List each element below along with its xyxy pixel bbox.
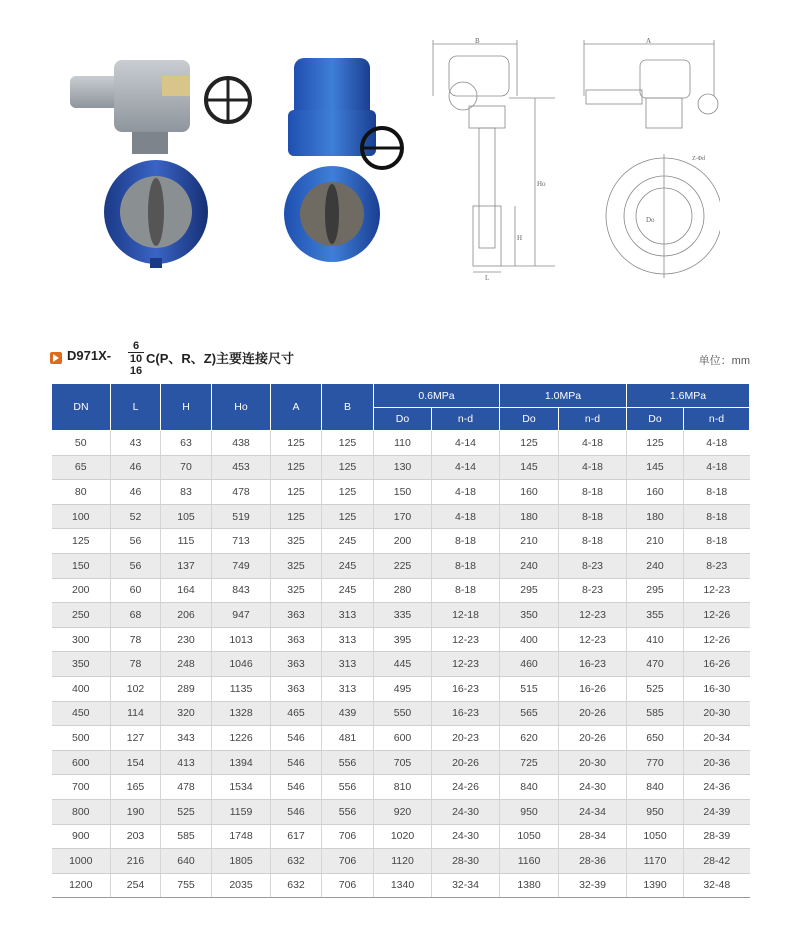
table-cell: 280 xyxy=(374,578,432,603)
table-cell: 100 xyxy=(52,504,111,529)
table-cell: 350 xyxy=(52,652,111,677)
table-cell: 947 xyxy=(212,603,271,628)
table-cell: 313 xyxy=(322,652,374,677)
table-cell: 1805 xyxy=(212,849,271,874)
table-cell: 125 xyxy=(627,431,684,456)
table-cell: 525 xyxy=(627,676,684,701)
header-group-10: 1.0MPa xyxy=(500,384,627,408)
subheader-do: Do xyxy=(500,408,559,431)
pressure-bottom: 16 xyxy=(129,365,143,377)
table-cell: 145 xyxy=(627,455,684,480)
table-cell: 83 xyxy=(161,480,212,505)
table-cell: 65 xyxy=(52,455,111,480)
table-cell: 24-30 xyxy=(559,775,627,800)
table-cell: 16-23 xyxy=(432,701,500,726)
table-cell: 8-18 xyxy=(432,553,500,578)
model-prefix: D971X- xyxy=(67,348,112,363)
table-cell: 43 xyxy=(111,431,161,456)
table-cell: 50 xyxy=(52,431,111,456)
table-cell: 453 xyxy=(212,455,271,480)
table-cell: 245 xyxy=(322,553,374,578)
table-cell: 12-23 xyxy=(432,627,500,652)
table-cell: 32-34 xyxy=(432,873,500,898)
table-cell: 546 xyxy=(271,750,322,775)
table-cell: 165 xyxy=(111,775,161,800)
table-cell: 130 xyxy=(374,455,432,480)
table-cell: 600 xyxy=(52,750,111,775)
table-row xyxy=(52,529,750,554)
table-cell: 1226 xyxy=(212,726,271,751)
table-cell: 1020 xyxy=(374,824,432,849)
table-cell: 150 xyxy=(374,480,432,505)
table-cell: 800 xyxy=(52,799,111,824)
table-cell: 500 xyxy=(52,726,111,751)
header-group-16: 1.6MPa xyxy=(627,384,750,408)
table-cell: 725 xyxy=(500,750,559,775)
table-cell: 20-30 xyxy=(559,750,627,775)
subheader-nd: n-d xyxy=(684,408,750,431)
table-cell: 8-18 xyxy=(684,529,750,554)
blue-valve-photo xyxy=(282,50,412,270)
table-cell: 363 xyxy=(271,676,322,701)
table-cell: 28-36 xyxy=(559,849,627,874)
table-cell: 525 xyxy=(161,799,212,824)
table-cell: 28-30 xyxy=(432,849,500,874)
table-cell: 216 xyxy=(111,849,161,874)
table-row xyxy=(52,480,750,505)
table-cell: 125 xyxy=(322,480,374,505)
front-dia-label: Do xyxy=(646,216,655,224)
table-cell: 8-18 xyxy=(559,529,627,554)
table-row xyxy=(52,873,750,898)
table-cell: 46 xyxy=(111,455,161,480)
table-cell: 24-39 xyxy=(684,799,750,824)
subheader-nd: n-d xyxy=(559,408,627,431)
table-cell: 4-14 xyxy=(432,431,500,456)
table-cell: 8-23 xyxy=(559,578,627,603)
table-cell: 335 xyxy=(374,603,432,628)
table-cell: 20-36 xyxy=(684,750,750,775)
table-cell: 8-18 xyxy=(559,504,627,529)
table-cell: 125 xyxy=(271,431,322,456)
table-cell: 313 xyxy=(322,676,374,701)
table-cell: 240 xyxy=(627,553,684,578)
table-cell: 12-23 xyxy=(559,627,627,652)
subheader-do: Do xyxy=(374,408,432,431)
table-cell: 295 xyxy=(500,578,559,603)
table-cell: 16-26 xyxy=(559,676,627,701)
pressure-mid: 10 xyxy=(129,353,143,365)
table-cell: 840 xyxy=(500,775,559,800)
header-b: B xyxy=(322,384,374,431)
side-height-label: Ho xyxy=(537,180,546,188)
table-cell: 170 xyxy=(374,504,432,529)
table-cell: 125 xyxy=(271,455,322,480)
table-cell: 4-18 xyxy=(432,480,500,505)
table-cell: 8-18 xyxy=(684,504,750,529)
table-cell: 450 xyxy=(52,701,111,726)
table-cell: 24-26 xyxy=(432,775,500,800)
header-ho: Ho xyxy=(212,384,271,431)
table-cell: 1046 xyxy=(212,652,271,677)
pressure-fraction xyxy=(128,340,144,377)
table-cell: 1120 xyxy=(374,849,432,874)
table-cell: 1394 xyxy=(212,750,271,775)
table-cell: 127 xyxy=(111,726,161,751)
table-cell: 343 xyxy=(161,726,212,751)
table-row xyxy=(52,553,750,578)
table-cell: 2035 xyxy=(212,873,271,898)
table-cell: 70 xyxy=(161,455,212,480)
table-cell: 289 xyxy=(161,676,212,701)
table-cell: 640 xyxy=(161,849,212,874)
dimension-table xyxy=(51,383,750,898)
table-cell: 481 xyxy=(322,726,374,751)
table-cell: 900 xyxy=(52,824,111,849)
table-cell: 137 xyxy=(161,553,212,578)
table-cell: 546 xyxy=(271,775,322,800)
table-cell: 515 xyxy=(500,676,559,701)
table-row xyxy=(52,431,750,456)
subheader-do: Do xyxy=(627,408,684,431)
table-cell: 920 xyxy=(374,799,432,824)
table-cell: 478 xyxy=(212,480,271,505)
table-cell: 154 xyxy=(111,750,161,775)
table-cell: 12-26 xyxy=(684,627,750,652)
table-cell: 245 xyxy=(322,529,374,554)
table-cell: 300 xyxy=(52,627,111,652)
table-cell: 210 xyxy=(627,529,684,554)
table-cell: 550 xyxy=(374,701,432,726)
table-cell: 565 xyxy=(500,701,559,726)
table-cell: 519 xyxy=(212,504,271,529)
table-cell: 24-36 xyxy=(684,775,750,800)
table-row xyxy=(52,726,750,751)
table-cell: 438 xyxy=(212,431,271,456)
table-cell: 706 xyxy=(322,849,374,874)
table-cell: 4-18 xyxy=(684,455,750,480)
section-header xyxy=(50,340,750,380)
table-cell: 4-14 xyxy=(432,455,500,480)
side-l-label: L xyxy=(485,274,490,282)
table-cell: 80 xyxy=(52,480,111,505)
table-cell: 125 xyxy=(271,504,322,529)
table-cell: 56 xyxy=(111,553,161,578)
table-cell: 68 xyxy=(111,603,161,628)
table-cell: 60 xyxy=(111,578,161,603)
table-row xyxy=(52,603,750,628)
table-cell: 810 xyxy=(374,775,432,800)
table-cell: 363 xyxy=(271,652,322,677)
table-cell: 28-39 xyxy=(684,824,750,849)
table-row xyxy=(52,652,750,677)
table-cell: 8-18 xyxy=(432,529,500,554)
table-cell: 24-30 xyxy=(432,799,500,824)
table-cell: 749 xyxy=(212,553,271,578)
table-cell: 313 xyxy=(322,627,374,652)
table-cell: 8-23 xyxy=(684,553,750,578)
table-cell: 1159 xyxy=(212,799,271,824)
table-cell: 180 xyxy=(627,504,684,529)
table-cell: 78 xyxy=(111,627,161,652)
table-cell: 28-34 xyxy=(559,824,627,849)
front-width-label: A xyxy=(646,37,652,45)
table-cell: 413 xyxy=(161,750,212,775)
table-cell: 150 xyxy=(52,553,111,578)
table-cell: 363 xyxy=(271,603,322,628)
table-cell: 12-23 xyxy=(684,578,750,603)
table-cell: 28-42 xyxy=(684,849,750,874)
table-cell: 125 xyxy=(322,431,374,456)
table-cell: 20-23 xyxy=(432,726,500,751)
table-cell: 400 xyxy=(500,627,559,652)
table-cell: 1000 xyxy=(52,849,111,874)
table-cell: 556 xyxy=(322,750,374,775)
table-body xyxy=(52,431,750,898)
table-cell: 1050 xyxy=(500,824,559,849)
table-cell: 20-34 xyxy=(684,726,750,751)
table-row xyxy=(52,849,750,874)
table-cell: 160 xyxy=(500,480,559,505)
table-cell: 164 xyxy=(161,578,212,603)
table-cell: 8-18 xyxy=(559,480,627,505)
table-row xyxy=(52,824,750,849)
front-bolt-label: Z-Φd xyxy=(692,156,706,162)
header-l: L xyxy=(111,384,161,431)
table-cell: 115 xyxy=(161,529,212,554)
table-cell: 206 xyxy=(161,603,212,628)
table-cell: 125 xyxy=(322,504,374,529)
table-row xyxy=(52,504,750,529)
table-cell: 840 xyxy=(627,775,684,800)
table-cell: 12-18 xyxy=(432,603,500,628)
table-cell: 706 xyxy=(322,824,374,849)
table-cell: 400 xyxy=(52,676,111,701)
table-cell: 355 xyxy=(627,603,684,628)
table-cell: 125 xyxy=(500,431,559,456)
table-cell: 556 xyxy=(322,799,374,824)
table-cell: 190 xyxy=(111,799,161,824)
table-cell: 63 xyxy=(161,431,212,456)
table-cell: 78 xyxy=(111,652,161,677)
table-cell: 160 xyxy=(627,480,684,505)
table-cell: 600 xyxy=(374,726,432,751)
table-cell: 363 xyxy=(271,627,322,652)
table-cell: 4-18 xyxy=(559,455,627,480)
table-cell: 1013 xyxy=(212,627,271,652)
table-cell: 20-26 xyxy=(559,726,627,751)
table-cell: 585 xyxy=(627,701,684,726)
table-cell: 46 xyxy=(111,480,161,505)
table-cell: 8-23 xyxy=(559,553,627,578)
table-row xyxy=(52,455,750,480)
table-row xyxy=(52,627,750,652)
pressure-top: 6 xyxy=(132,340,140,352)
table-cell: 755 xyxy=(161,873,212,898)
table-cell: 16-26 xyxy=(684,652,750,677)
product-images xyxy=(0,0,800,300)
table-cell: 125 xyxy=(322,455,374,480)
front-view-drawing xyxy=(580,36,720,286)
side-h-label: H xyxy=(517,234,523,242)
table-cell: 1050 xyxy=(627,824,684,849)
table-cell: 950 xyxy=(500,799,559,824)
table-cell: 585 xyxy=(161,824,212,849)
table-cell: 125 xyxy=(271,480,322,505)
table-cell: 617 xyxy=(271,824,322,849)
table-cell: 180 xyxy=(500,504,559,529)
side-view-drawing xyxy=(425,36,565,286)
table-cell: 1200 xyxy=(52,873,111,898)
side-width-label: B xyxy=(475,37,480,45)
arrow-icon xyxy=(50,352,62,364)
table-cell: 56 xyxy=(111,529,161,554)
table-cell: 1328 xyxy=(212,701,271,726)
table-cell: 700 xyxy=(52,775,111,800)
table-cell: 295 xyxy=(627,578,684,603)
table-cell: 950 xyxy=(627,799,684,824)
table-cell: 705 xyxy=(374,750,432,775)
model-suffix: C(P、R、Z)主要连接尺寸 xyxy=(146,351,295,366)
table-cell: 254 xyxy=(111,873,161,898)
table-cell: 4-18 xyxy=(559,431,627,456)
table-cell: 1390 xyxy=(627,873,684,898)
table-cell: 546 xyxy=(271,726,322,751)
gray-valve-photo xyxy=(66,50,256,270)
table-cell: 145 xyxy=(500,455,559,480)
table-cell: 24-34 xyxy=(559,799,627,824)
header-dn: DN xyxy=(52,384,111,431)
table-cell: 556 xyxy=(322,775,374,800)
table-cell: 20-26 xyxy=(559,701,627,726)
table-cell: 445 xyxy=(374,652,432,677)
table-cell: 20-26 xyxy=(432,750,500,775)
table-cell: 1340 xyxy=(374,873,432,898)
table-cell: 203 xyxy=(111,824,161,849)
table-cell: 1135 xyxy=(212,676,271,701)
table-cell: 200 xyxy=(52,578,111,603)
table-cell: 16-23 xyxy=(432,676,500,701)
table-cell: 32-39 xyxy=(559,873,627,898)
table-cell: 12-23 xyxy=(559,603,627,628)
table-row xyxy=(52,701,750,726)
table-row xyxy=(52,578,750,603)
table-cell: 210 xyxy=(500,529,559,554)
table-cell: 24-30 xyxy=(432,824,500,849)
header-group-06: 0.6MPa xyxy=(374,384,500,408)
table-cell: 52 xyxy=(111,504,161,529)
table-row xyxy=(52,799,750,824)
table-cell: 325 xyxy=(271,529,322,554)
table-cell: 4-18 xyxy=(432,504,500,529)
table-row xyxy=(52,676,750,701)
table-cell: 706 xyxy=(322,873,374,898)
table-cell: 1170 xyxy=(627,849,684,874)
table-cell: 460 xyxy=(500,652,559,677)
table-cell: 1748 xyxy=(212,824,271,849)
table-cell: 313 xyxy=(322,603,374,628)
table-cell: 1380 xyxy=(500,873,559,898)
table-cell: 8-18 xyxy=(432,578,500,603)
table-cell: 248 xyxy=(161,652,212,677)
table-row xyxy=(52,775,750,800)
table-cell: 632 xyxy=(271,849,322,874)
table-cell: 395 xyxy=(374,627,432,652)
table-cell: 12-23 xyxy=(432,652,500,677)
table-cell: 320 xyxy=(161,701,212,726)
table-cell: 546 xyxy=(271,799,322,824)
table-cell: 770 xyxy=(627,750,684,775)
table-cell: 240 xyxy=(500,553,559,578)
table-cell: 620 xyxy=(500,726,559,751)
table-cell: 439 xyxy=(322,701,374,726)
table-cell: 8-18 xyxy=(684,480,750,505)
table-cell: 200 xyxy=(374,529,432,554)
table-cell: 495 xyxy=(374,676,432,701)
table-cell: 16-23 xyxy=(559,652,627,677)
table-cell: 478 xyxy=(161,775,212,800)
table-cell: 650 xyxy=(627,726,684,751)
table-cell: 32-48 xyxy=(684,873,750,898)
table-cell: 350 xyxy=(500,603,559,628)
table-cell: 1160 xyxy=(500,849,559,874)
table-cell: 410 xyxy=(627,627,684,652)
table-cell: 843 xyxy=(212,578,271,603)
table-cell: 105 xyxy=(161,504,212,529)
table-row xyxy=(52,750,750,775)
table-cell: 16-30 xyxy=(684,676,750,701)
table-cell: 114 xyxy=(111,701,161,726)
header-a: A xyxy=(271,384,322,431)
table-cell: 713 xyxy=(212,529,271,554)
unit-label: 单位：mm xyxy=(698,355,750,367)
subheader-nd: n-d xyxy=(432,408,500,431)
table-cell: 465 xyxy=(271,701,322,726)
table-cell: 4-18 xyxy=(684,431,750,456)
table-cell: 250 xyxy=(52,603,111,628)
table-cell: 20-30 xyxy=(684,701,750,726)
table-cell: 225 xyxy=(374,553,432,578)
table-cell: 325 xyxy=(271,553,322,578)
table-cell: 12-26 xyxy=(684,603,750,628)
table-cell: 102 xyxy=(111,676,161,701)
table-cell: 470 xyxy=(627,652,684,677)
table-cell: 230 xyxy=(161,627,212,652)
table-cell: 125 xyxy=(52,529,111,554)
header-h: H xyxy=(161,384,212,431)
table-cell: 245 xyxy=(322,578,374,603)
table-cell: 110 xyxy=(374,431,432,456)
table-cell: 1534 xyxy=(212,775,271,800)
table-cell: 325 xyxy=(271,578,322,603)
table-cell: 632 xyxy=(271,873,322,898)
